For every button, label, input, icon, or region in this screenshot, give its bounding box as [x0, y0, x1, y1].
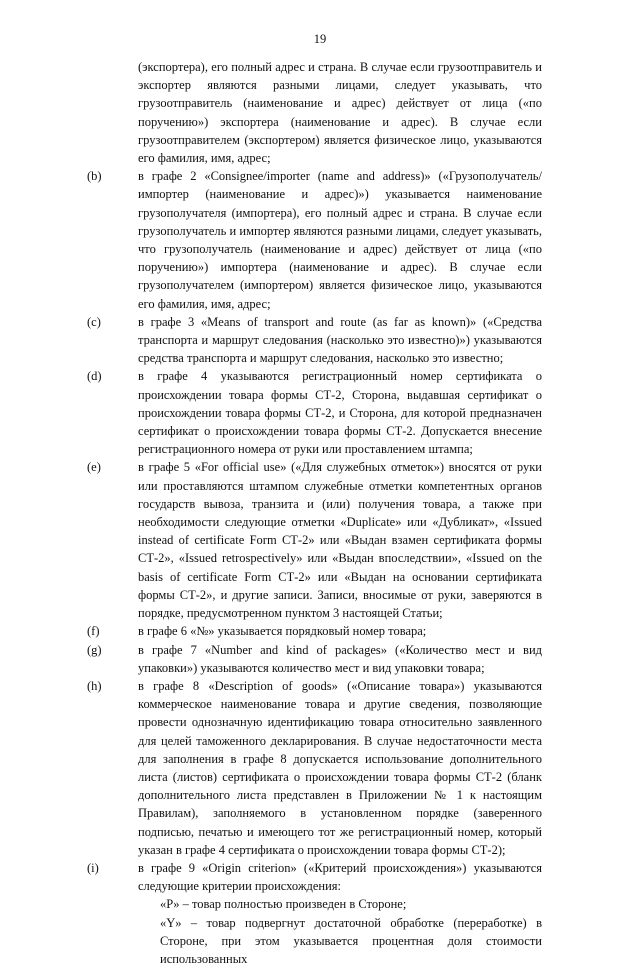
- list-item-text: в графе 6 «№» указывается порядковый номер товара;: [138, 624, 427, 639]
- criterion-y: «Y» – товар подвергнут достаточной обработке (переработке) в Стороне, при этом указывается процентная доля стоимости использованных: [160, 915, 542, 966]
- list-marker: (b): [87, 169, 102, 184]
- list-item-text: в графе 5 «For official use» («Для служебных отметок») вносятся от руки или проставляются штампом служебные отметки компетентных органов государств вывоза, транзита и (или) получения товара, а также при необходимости следующие отметки «Duplicate» или «Дубликат», «Issued instead of certificate Form СТ-2» или «Выдан взамен сертификата формы СТ-2», «Issued retrospectively» или «Выдан впоследствии», «Issued on the basis of certificate Form СТ-2» или «Выдан на основании сертификата формы СТ-2», и другие записи. Записи, вносимые от руки, заверяются в порядке, предусмотренном пунктом 3 настоящей Статьи;: [138, 460, 542, 621]
- list-marker: (f): [87, 624, 100, 639]
- list-marker: (d): [87, 369, 102, 384]
- list-item-g: [87, 641, 542, 677]
- document-body: [0, 58, 640, 968]
- list-item-i: [87, 859, 542, 895]
- list-item-h: [87, 677, 542, 859]
- list-item-b: [87, 167, 542, 313]
- list-marker: (c): [87, 314, 101, 329]
- list-item-d: [87, 367, 542, 458]
- criterion-p: «P» – товар полностью произведен в Стороне;: [160, 897, 407, 912]
- list-item-text: в графе 4 указываются регистрационный номер сертификата о происхождении товара формы СТ-2, Сторона, выдавшая сертификат о происхождении товара формы СТ-2, и Сторона, для которой предназначен сертификат о происхождении товара формы СТ-2. Допускается внесение регистрационного номера от руки или проставлением штампа;: [138, 369, 542, 457]
- list-marker: (e): [87, 460, 101, 475]
- page-number: 19: [313, 32, 327, 46]
- list-item-text: в графе 8 «Description of goods» («Описание товара») указываются коммерческое наименование товара и другие сведения, позволяющие провести однозначную идентификацию товара относительно заявленного для целей таможенного декларирования. В случае недостаточности места для заполнения в графе 8 допускается использование дополнительного листа (листов) сертификата о происхождении товара формы СТ-2 (бланк дополнительного листа представлен в Приложении № 1 к настоящим Правилам), заполняемого в установленном порядке (заверенного подписью, печатью и имеющего тот же регистрационный номер, который указан в графе 4 сертификата о происхождении товара формы СТ-2);: [138, 678, 542, 857]
- list-marker: (h): [87, 678, 102, 693]
- list-item-f: [87, 622, 542, 640]
- list-item-c: [87, 313, 542, 368]
- list-item-text: в графе 2 «Consignee/importer (name and address)» («Грузополучатель/импортер (наименование и адрес)») указывается наименование грузополучателя (импортера), его полный адрес и страна. В случае если грузополучатель и импортер являются разными лицами, следует указывать, что грузополучатель (наименование и адрес) действует от лица («по поручению») импортера (наименование и адрес). В случае если грузополучателем (импортером) является физическое лицо, указываются его фамилия, имя, адрес;: [138, 169, 542, 311]
- list-item-text: в графе 9 «Origin criterion» («Критерий происхождения») указываются следующие критерии происхождения:: [138, 860, 542, 894]
- list-item-e: [87, 458, 542, 622]
- paragraph-intro: (экспортера), его полный адрес и страна. В случае если грузоотправитель и экспортер являются разными лицами, следует указывать, что грузоотправитель (наименование и адрес) действует от лица («по поручению») экспортера (наименование и адрес). В случае если грузоотправителем (экспортером) является физическое лицо, указываются его фамилия, имя, адрес;: [138, 60, 542, 166]
- list-marker: (i): [87, 860, 99, 875]
- list-item-text: в графе 3 «Means of transport and route (as far as known)» («Средства транспорта и маршрут следования (насколько это известно)») указываются средства транспорта и маршрут следования, насколько это известно;: [138, 314, 542, 366]
- list-marker: (g): [87, 642, 102, 657]
- list-item-text: в графе 7 «Number and kind of packages» («Количество мест и вид упаковки») указываются количество мест и вид упаковки товара;: [138, 642, 542, 675]
